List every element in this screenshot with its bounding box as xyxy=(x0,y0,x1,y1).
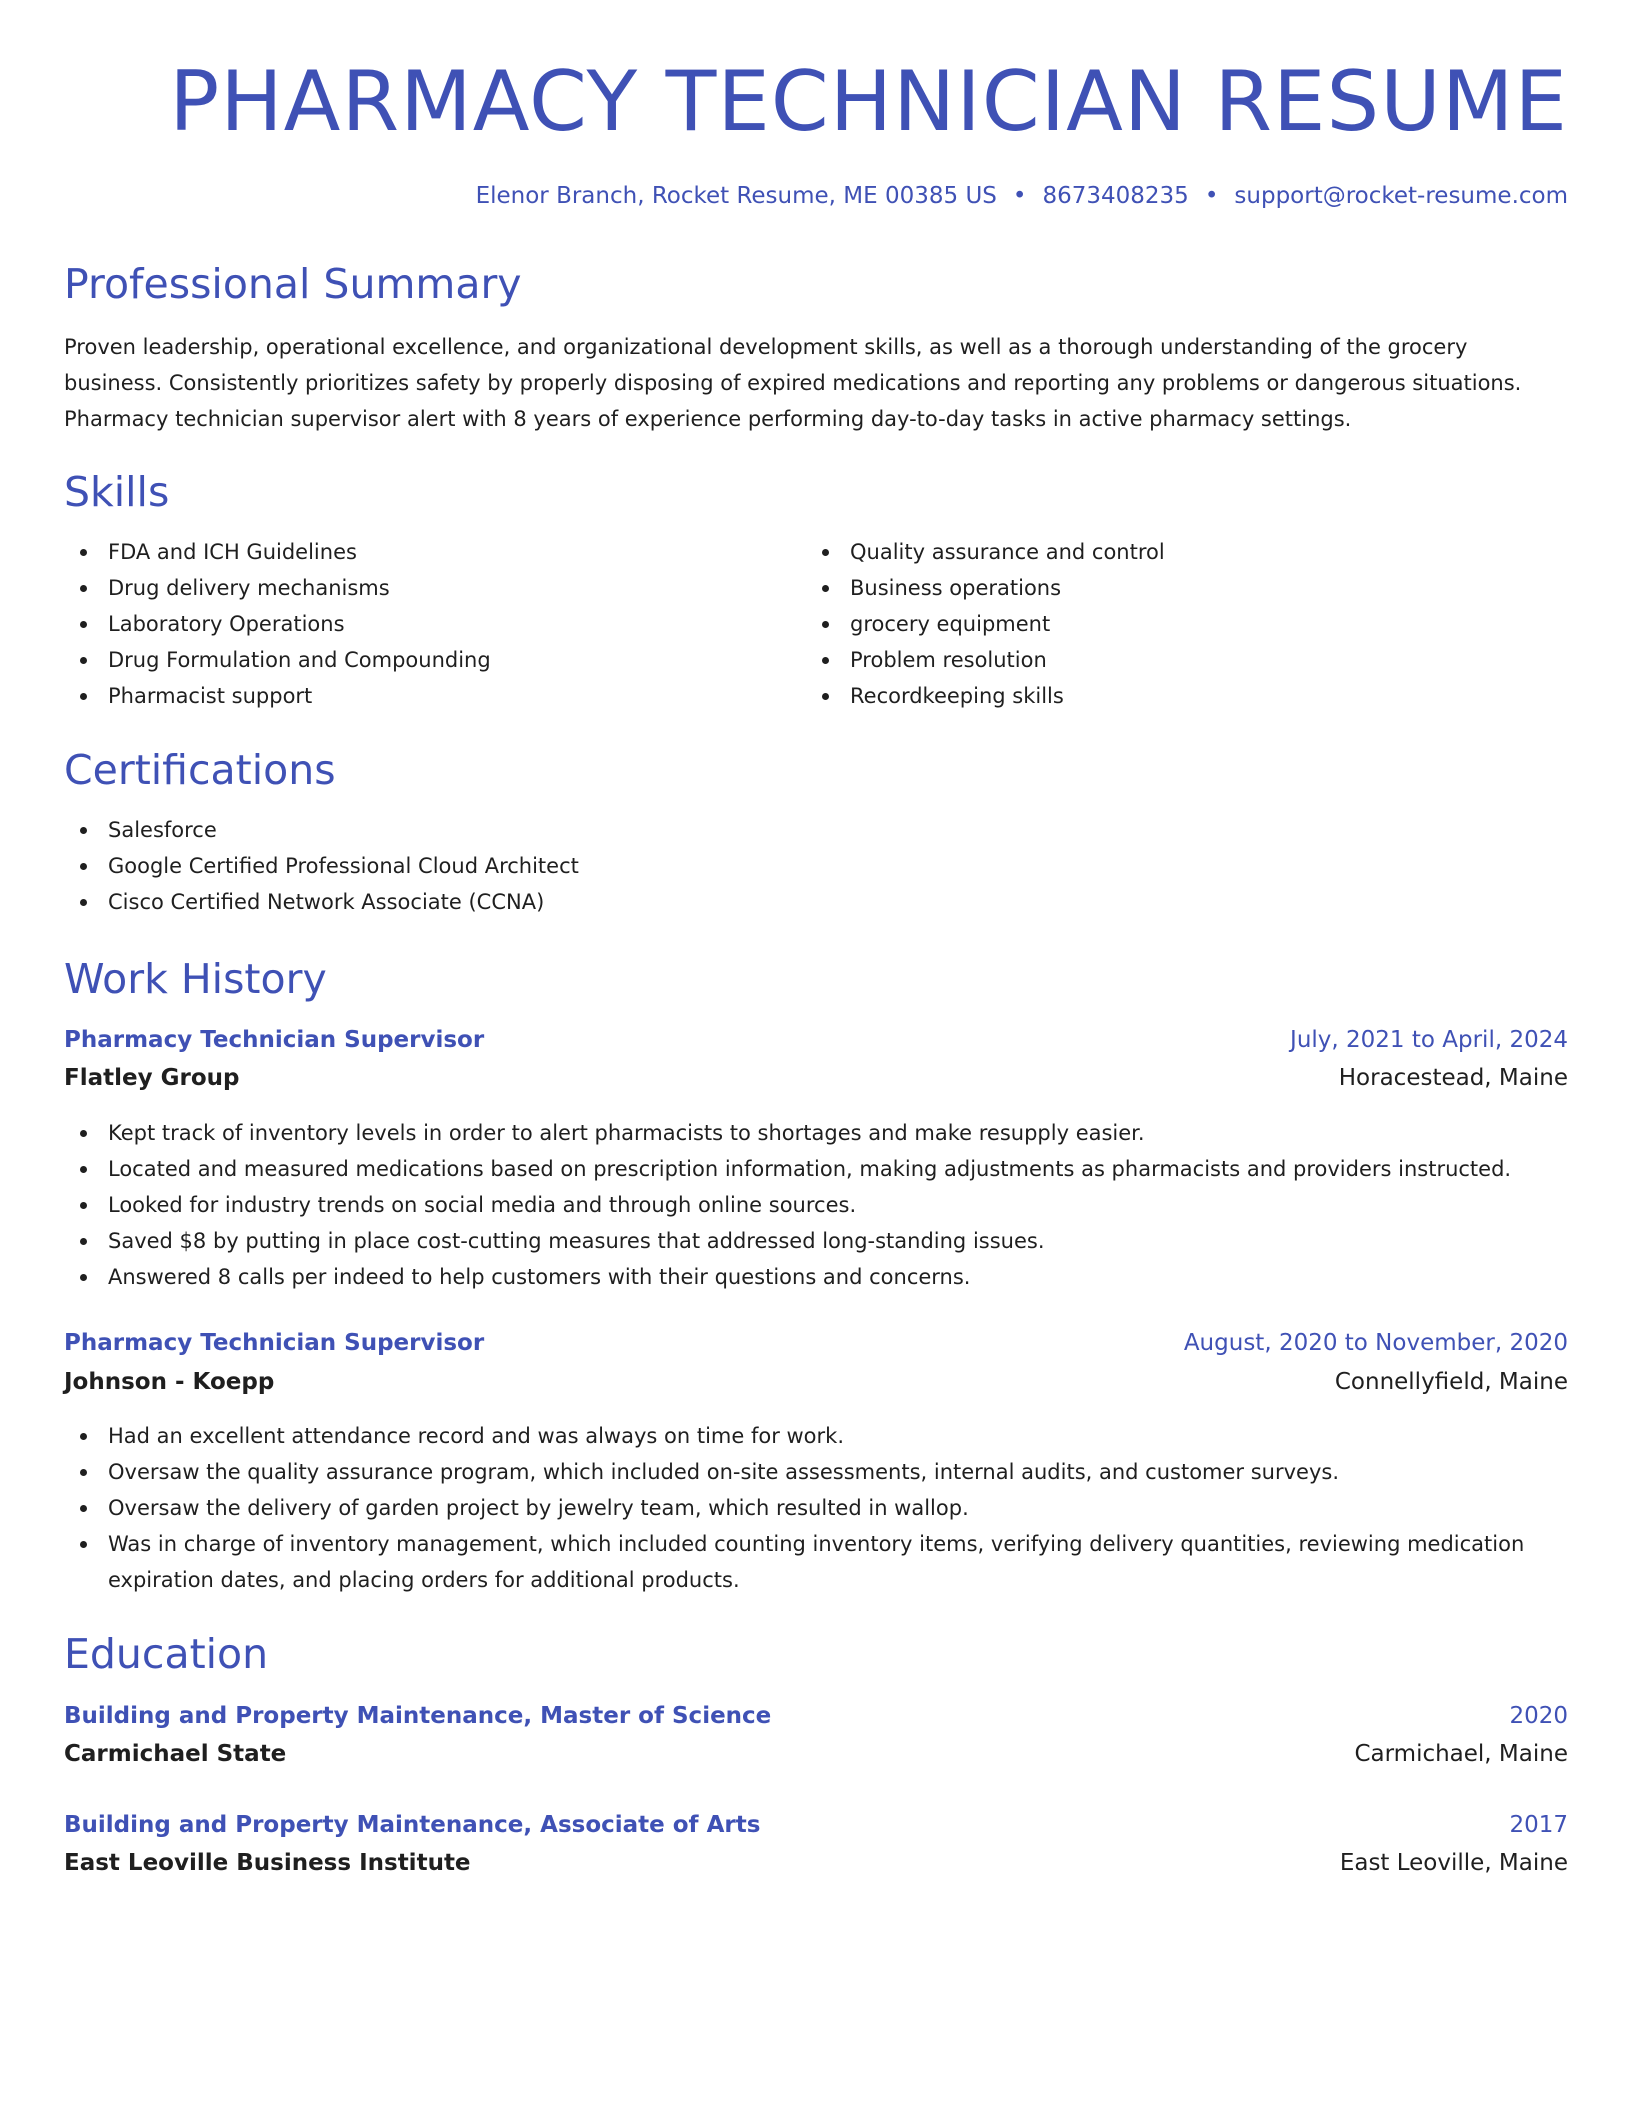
list-item: Salesforce xyxy=(64,812,1568,848)
job-org-row xyxy=(64,1366,1568,1398)
list-item: Cisco Certified Network Associate (CCNA) xyxy=(64,884,1568,920)
list-item: Saved $8 by putting in place cost-cutting measures that addressed long-standing issues. xyxy=(64,1223,1568,1259)
job-location: Horacestead, Maine xyxy=(1338,1065,1568,1091)
education-school: East Leoville Business Institute xyxy=(64,1850,471,1876)
list-item: Looked for industry trends on social media and through online sources. xyxy=(64,1187,1568,1223)
contact-separator: • xyxy=(1012,183,1027,209)
skills-heading: Skills xyxy=(64,468,170,516)
contact-email: support@rocket-resume.com xyxy=(1234,183,1568,209)
job-org-row xyxy=(64,1062,1568,1094)
job-company: Flatley Group xyxy=(64,1065,240,1091)
list-item: Problem resolution xyxy=(806,642,1526,678)
education-school-row xyxy=(64,1847,1568,1879)
list-item: Google Certified Professional Cloud Architect xyxy=(64,848,1568,884)
contact-line xyxy=(476,180,1568,212)
list-item: Pharmacist support xyxy=(64,678,784,714)
education-year: 2020 xyxy=(1509,1703,1568,1729)
list-item: Located and measured medications based on prescription information, making adjustments as pharmacists and providers instructed. xyxy=(64,1151,1568,1187)
list-item: Oversaw the quality assurance program, which included on-site assessments, internal audits, and customer surveys. xyxy=(64,1454,1568,1490)
resume-title: PHARMACY TECHNICIAN RESUME xyxy=(169,53,1568,150)
education-degree: Building and Property Maintenance, Master of Science xyxy=(64,1703,772,1729)
job-title: Pharmacy Technician Supervisor xyxy=(64,1330,485,1356)
certifications-heading: Certifications xyxy=(64,746,336,794)
list-item: Answered 8 calls per indeed to help customers with their questions and concerns. xyxy=(64,1259,1568,1295)
job-header xyxy=(64,1327,1568,1359)
education-heading: Education xyxy=(64,1630,269,1678)
list-item: Drug delivery mechanisms xyxy=(64,570,784,606)
education-year: 2017 xyxy=(1509,1812,1568,1838)
education-school-row xyxy=(64,1738,1568,1770)
list-item: Quality assurance and control xyxy=(806,534,1526,570)
work-history-heading: Work History xyxy=(64,955,327,1003)
list-item: Drug Formulation and Compounding xyxy=(64,642,784,678)
job-location: Connellyfield, Maine xyxy=(1334,1369,1568,1395)
education-header xyxy=(64,1809,1568,1841)
list-item: Laboratory Operations xyxy=(64,606,784,642)
contact-separator: • xyxy=(1204,183,1219,209)
summary-text: Proven leadership, operational excellence, and organizational development skills, as well as a thorough understanding of the grocery business. Consistently prioritizes safety by properly disposing of expired medications and reporting any problems or dangerous situations. Pharmacy technician supervisor alert with 8 years of experience performing day-to-day tasks in active pharmacy settings. xyxy=(64,335,1522,431)
job-title: Pharmacy Technician Supervisor xyxy=(64,1027,485,1053)
contact-phone: 8673408235 xyxy=(1042,183,1189,209)
job-header xyxy=(64,1024,1568,1056)
list-item: Kept track of inventory levels in order to alert pharmacists to shortages and make resupply easier. xyxy=(64,1115,1568,1151)
skills-list-right xyxy=(806,534,1526,714)
job-bullets xyxy=(64,1115,1568,1295)
certifications-list xyxy=(64,812,1568,920)
list-item: Recordkeeping skills xyxy=(806,678,1526,714)
list-item: FDA and ICH Guidelines xyxy=(64,534,784,570)
education-school: Carmichael State xyxy=(64,1741,287,1767)
job-dates: July, 2021 to April, 2024 xyxy=(1290,1027,1568,1053)
education-degree: Building and Property Maintenance, Associate of Arts xyxy=(64,1812,761,1838)
summary-heading: Professional Summary xyxy=(64,260,522,308)
job-bullets xyxy=(64,1418,1568,1598)
contact-address: Elenor Branch, Rocket Resume, ME 00385 US xyxy=(475,183,997,209)
education-header xyxy=(64,1700,1568,1732)
list-item: Oversaw the delivery of garden project by jewelry team, which resulted in wallop. xyxy=(64,1490,1568,1526)
list-item: Had an excellent attendance record and was always on time for work. xyxy=(64,1418,1568,1454)
skills-list-left xyxy=(64,534,784,714)
education-location: East Leoville, Maine xyxy=(1339,1850,1568,1876)
list-item: grocery equipment xyxy=(806,606,1526,642)
job-company: Johnson - Koepp xyxy=(64,1369,275,1395)
list-item: Business operations xyxy=(806,570,1526,606)
list-item: Was in charge of inventory management, which included counting inventory items, verifying delivery quantities, reviewing medication expiration dates, and placing orders for additional products. xyxy=(64,1526,1568,1598)
education-location: Carmichael, Maine xyxy=(1354,1741,1568,1767)
job-dates: August, 2020 to November, 2020 xyxy=(1183,1330,1568,1356)
